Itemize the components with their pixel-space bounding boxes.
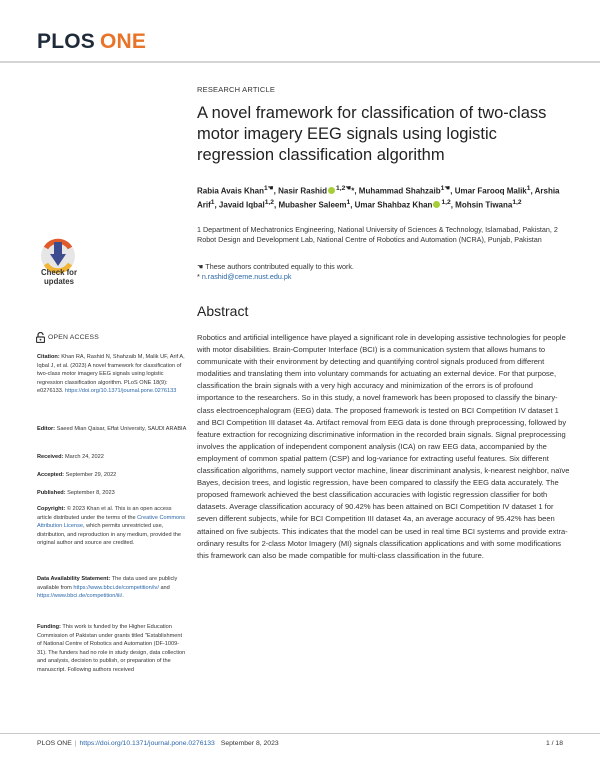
author-sup: 1,2 [512,198,522,206]
citation-text: Khan RA, Rashid N, Shahzaib M, Malik UF, Arif A, Iqbal J, et al. (2023) A novel framework for classification of two-class motor imagery EEG signals using logistic regression classification algorithm. PLoS ONE 18(9): e0276133. [37,354,185,395]
article-type: RESEARCH ARTICLE [197,85,276,94]
author-text[interactable]: , Arshia Arif [197,186,560,210]
citation-block [37,353,187,396]
open-access-lock-icon [36,332,45,343]
footer-date: September 8, 2023 [220,740,279,747]
orcid-icon[interactable] [433,201,440,208]
author-sup: 1 [346,198,351,206]
header-divider [0,61,600,63]
affiliations: 1 Department of Mechatronics Engineering, National University of Sciences & Technology, Islamabad, Pakistan, 2 Robot Design and Development Lab, National Centre of Robotics and Automation (NCRA), Punjab, Pakistan [197,225,558,244]
check-for-updates-label[interactable] [31,268,87,286]
received-date: March 24, 2022 [63,454,104,460]
badge-line1: Check for [41,268,77,277]
article-title: A novel framework for classification of two-class motor imagery EEG signals using logistic regression classification algorithm [197,104,547,164]
citation-label: Citation: [37,354,60,360]
received-block [37,453,187,462]
accepted-label: Accepted: [37,472,65,478]
accepted-date: September 29, 2022 [64,472,117,478]
copyright-label: Copyright: [37,506,66,512]
open-access-label: OPEN ACCESS [48,334,99,341]
email-prefix: * [197,272,200,281]
author-sup: 1☚ [440,185,451,192]
data-availability-label: Data Availability Statement: [37,576,111,582]
copyright-text: © 2023 Khan et al. This is an open access article distributed under the terms of the [37,506,172,521]
published-label: Published: [37,490,66,496]
author-text[interactable]: Rabia Avais Khan [197,186,264,196]
author-text[interactable]: , Mubasher Saleem [274,200,347,210]
equal-contribution-note: ☚ These authors contributed equally to this work. [197,262,354,271]
corresponding-email [197,272,569,282]
author-text[interactable]: , Nasir Rashid [273,186,328,196]
copyright-block [37,505,187,548]
editor-block [37,425,187,434]
data-availability-text: The data used are publicly available from [37,576,178,591]
license-link[interactable]: Creative Commons Attribution License [37,514,185,530]
author-sup: 1,2 [441,198,451,206]
abstract-body: Robotics and artificial intelligence have played a significant role in developing assistive technologies for people with motor disabilities. Brain-Computer Interface (BCI) is a communication system that allows humans to communicate with their environment by detecting and quantifying control signals produced from different modalities and translating them into voluntary commands for actuating an external device. For that purpose, classification the brain signals with a very high accuracy and minimization of the errors is of profound importance to the researchers. So in this study, a novel framework has been proposed to classify the binary-class electroencephalogram (EEG) data. The proposed framework is tested on BCI Competition IV dataset 1 and BCI Competition III dataset 4a. Artifact removal from EEG data is done through preprocessing, followed by feature extraction for recognizing discriminative information in the recorded brain signals. Signal preprocessing involves the application of independent component analysis (ICA) on raw EEG data, accompanied by the employment of common spatial pattern (CSP) and log-variance for extracting useful features. Six different classification algorithms, namely support vector machine, linear discriminant analysis, k-nearest neighbor, naïve Bayes, decision trees, and logistic regression, have been compared to classify the EEG data accurately. The proposed framework achieved the best classification accuracies with logistic regression classifier for both datasets. Average classification accuracy of 90.42% has been attained on BCI Competition IV dataset 1 for seven different subjects, while for BCI Competition III dataset 4a, an average accuracy of 95.42% has been attained on five subjects. This indicates that the model can be used in real time BCI systems and provide extra-ordinary results for 2-class Motor Imagery (MI) signals classification applications and with some modifications this framework can also be made compatible for multi-class classification in the future. [197,333,570,560]
editor-label: Editor: [37,426,56,432]
received-label: Received: [37,454,64,460]
author-text[interactable]: , Javaid Iqbal [214,200,265,210]
published-date: September 8, 2023 [65,490,115,496]
data-availability-block [37,575,187,601]
published-block [37,489,187,498]
footer-journal: PLOS ONE [37,740,72,747]
author-sup: 1,2 [264,198,274,206]
author-text[interactable]: *, Muhammad Shahzaib [351,186,441,196]
data-link-iv[interactable]: https://www.bbci.de/competition/iv/ [73,584,159,591]
abstract-heading: Abstract [197,303,249,319]
accepted-block [37,471,187,480]
journal-logo[interactable] [37,30,146,54]
page-number: 1 / 18 [545,740,563,747]
author-sup: 1 [526,185,531,192]
data-availability-and: and [158,584,170,591]
author-text[interactable]: , Mohsin Tiwana [450,200,513,210]
journal-name-plos: PLOS [37,30,95,53]
email-link[interactable]: n.rashid@ceme.nust.edu.pk [201,272,292,281]
footer-doi-link[interactable]: https://doi.org/10.1371/journal.pone.0276133 [79,740,215,747]
author-sup: 1 [210,198,215,206]
author-text[interactable]: , Umar Shahbaz Khan [350,200,433,210]
footer-divider [0,733,600,734]
author-sup: 1☚ [263,185,274,192]
author-list [197,183,569,210]
data-link-iii[interactable]: https://www.bbci.de/competition/iii/ [37,593,123,600]
data-availability-end: . [122,593,124,600]
author-text[interactable]: , Umar Farooq Malik [450,186,527,196]
citation-doi-link[interactable]: https://doi.org/10.1371/journal.pone.0276133 [65,388,177,395]
badge-line2: updates [44,277,74,286]
funding-text: This work is funded by the Higher Education Commission of Pakistan under grants titled "Establishment of National Centre of Robotics and Automation (DF-1009-31). The funders had no role in study design, data collection and analysis, decision to publish, or preparation of the manuscript. Following authors received [37,624,186,673]
copyright-text-2: , which permits unrestricted use, distribution, and reproduction in any medium, provided the original author and source are credited. [37,523,181,547]
footer: PLOS ONE | https://doi.org/10.1371/journal.pone.0276133 September 8, 2023 [37,740,279,747]
editor-text: Saeed Mian Qaisar, Effat University, SAUDI ARABIA [55,426,187,432]
funding-block [37,623,187,675]
orcid-icon[interactable] [328,187,335,194]
funding-label: Funding: [37,624,61,630]
journal-name-one: ONE [99,30,147,53]
author-sup: 1,2☚ [336,185,352,192]
